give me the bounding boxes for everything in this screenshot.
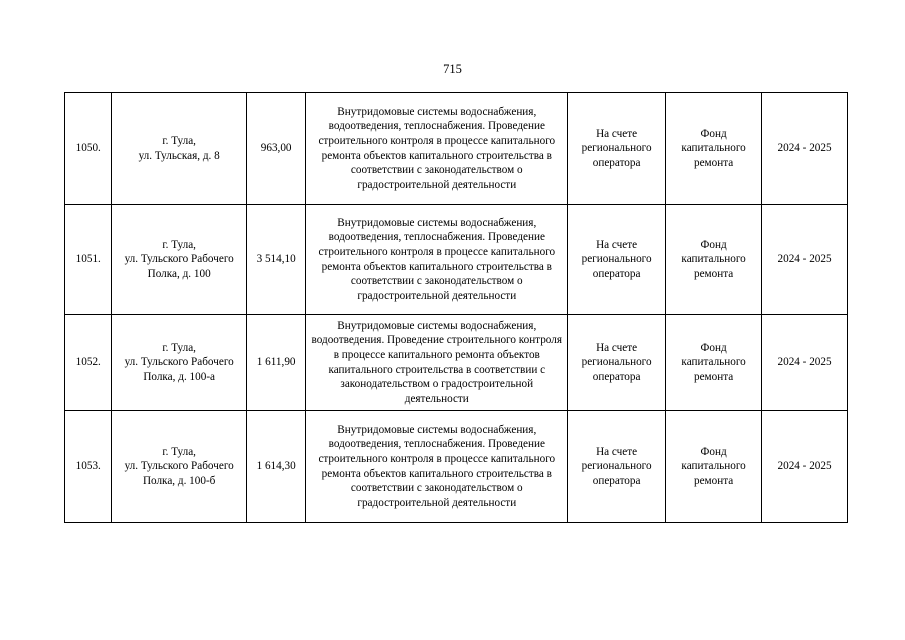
- address-city: г. Тула,: [162, 238, 196, 251]
- table-row: [65, 205, 848, 315]
- period-cell: 2024 - 2025: [762, 93, 848, 205]
- address-street: ул. Тульского Рабочего Полка, д. 100-а: [124, 356, 234, 383]
- works-cell: Внутридомовые системы водоснабжения, водоотведения, теплоснабжения. Проведение строительного контроля в процессе капитального ремонта объектов капитального строительства в соответствии с законодательством о градостроительной деятельности: [306, 93, 568, 205]
- area-cell: 1 614,30: [246, 411, 306, 523]
- funding-source-cell: Фонд капитального ремонта: [666, 411, 762, 523]
- table-row: [65, 315, 848, 411]
- address-street: ул. Тульского Рабочего Полка, д. 100-б: [124, 460, 234, 487]
- area-cell: 3 514,10: [246, 205, 306, 315]
- address-cell: [112, 93, 246, 205]
- period-cell: 2024 - 2025: [762, 411, 848, 523]
- works-cell: Внутридомовые системы водоснабжения, водоотведения, теплоснабжения. Проведение строительного контроля в процессе капитального ремонта объектов капитального строительства в соответствии с законодательством о градостроительной деятельности: [306, 411, 568, 523]
- address-city: г. Тула,: [162, 134, 196, 147]
- address-cell: [112, 315, 246, 411]
- address-cell: [112, 411, 246, 523]
- funds-location-cell: На счете регионального оператора: [568, 315, 666, 411]
- row-number-cell: 1052.: [65, 315, 112, 411]
- row-number-cell: 1051.: [65, 205, 112, 315]
- funding-source-cell: Фонд капитального ремонта: [666, 205, 762, 315]
- page-number: 715: [443, 62, 462, 76]
- area-cell: 1 611,90: [246, 315, 306, 411]
- repair-registry-table: [64, 92, 848, 523]
- funds-location-cell: На счете регионального оператора: [568, 205, 666, 315]
- address-street: ул. Тульская, д. 8: [138, 149, 220, 162]
- table-row: [65, 93, 848, 205]
- period-cell: 2024 - 2025: [762, 315, 848, 411]
- works-cell: Внутридомовые системы водоснабжения, водоотведения, теплоснабжения. Проведение строительного контроля в процессе капитального ремонта объектов капитального строительства в соответствии с законодательством о градостроительной деятельности: [306, 205, 568, 315]
- funding-source-cell: Фонд капитального ремонта: [666, 315, 762, 411]
- area-cell: 963,00: [246, 93, 306, 205]
- table-row: [65, 411, 848, 523]
- row-number-cell: 1053.: [65, 411, 112, 523]
- address-cell: [112, 205, 246, 315]
- funds-location-cell: На счете регионального оператора: [568, 93, 666, 205]
- funding-source-cell: Фонд капитального ремонта: [666, 93, 762, 205]
- period-cell: 2024 - 2025: [762, 205, 848, 315]
- address-city: г. Тула,: [162, 341, 196, 354]
- row-number-cell: 1050.: [65, 93, 112, 205]
- funds-location-cell: На счете регионального оператора: [568, 411, 666, 523]
- address-street: ул. Тульского Рабочего Полка, д. 100: [124, 253, 234, 280]
- address-city: г. Тула,: [162, 445, 196, 458]
- works-cell: Внутридомовые системы водоснабжения, водоотведения. Проведение строительного контроля в процессе капитального ремонта объектов капитального строительства в соответствии с законодательством о градостроительной деятельности: [306, 315, 568, 411]
